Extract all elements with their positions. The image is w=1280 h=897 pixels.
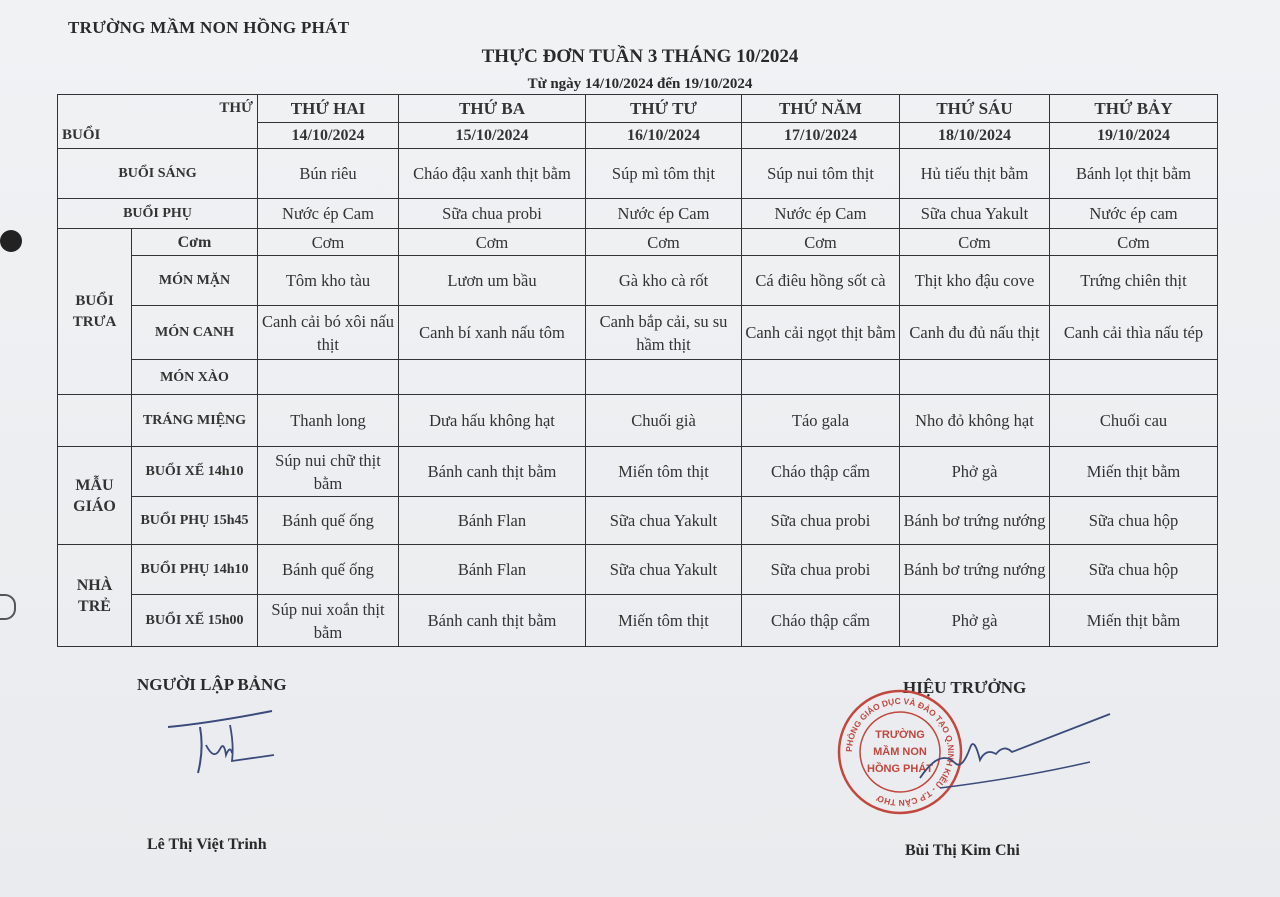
- menu-cell: Nước ép Cam: [586, 199, 742, 229]
- menu-cell: Bánh canh thịt bằm: [399, 595, 586, 647]
- menu-cell: Nho đỏ không hạt: [900, 395, 1050, 447]
- menu-cell: Miến tôm thịt: [586, 595, 742, 647]
- table-row: [58, 360, 1218, 395]
- day-header: THỨ HAI: [258, 95, 399, 123]
- day-header: THỨ BẢY: [1050, 95, 1218, 123]
- menu-cell: Cháo thập cẩm: [742, 595, 900, 647]
- school-name: TRƯỜNG MẦM NON HỒNG PHÁT: [68, 18, 350, 37]
- stamp-line1: TRƯỜNG: [875, 729, 925, 741]
- menu-cell: Miến thịt bằm: [1050, 447, 1218, 497]
- menu-cell: [1050, 360, 1218, 395]
- menu-cell: Bánh quế ống: [258, 545, 399, 595]
- menu-cell: Súp nui tôm thịt: [742, 149, 900, 199]
- menu-cell: Cháo đậu xanh thịt bằm: [399, 149, 586, 199]
- menu-cell: [586, 360, 742, 395]
- preparer-signature: [160, 705, 290, 785]
- menu-cell: Cơm: [900, 229, 1050, 256]
- group-label-nha-tre: NHÀ TRẺ: [58, 545, 132, 647]
- table-row: [58, 545, 1218, 595]
- row-label: TRÁNG MIỆNG: [132, 395, 258, 447]
- menu-cell: [399, 360, 586, 395]
- menu-cell: [742, 360, 900, 395]
- stamp-ring-text: PHÒNG GIÁO DỤC VÀ ĐÀO TẠO Q.NINH KIỀU - T.P CẦN THƠ: [843, 695, 957, 809]
- menu-cell: Sữa chua Yakult: [900, 199, 1050, 229]
- date-header: 15/10/2024: [399, 123, 586, 149]
- menu-cell: Thịt kho đậu cove: [900, 256, 1050, 306]
- menu-cell: [258, 360, 399, 395]
- menu-cell: Sữa chua hộp: [1050, 545, 1218, 595]
- date-header: 18/10/2024: [900, 123, 1050, 149]
- menu-cell: Cơm: [1050, 229, 1218, 256]
- menu-cell: Cơm: [399, 229, 586, 256]
- menu-cell: Canh đu đủ nấu thịt: [900, 306, 1050, 360]
- preparer-title: NGƯỜI LẬP BẢNG: [137, 675, 287, 694]
- menu-cell: Canh bí xanh nấu tôm: [399, 306, 586, 360]
- punch-hole: [0, 594, 16, 620]
- menu-cell: Canh cải thìa nấu tép: [1050, 306, 1218, 360]
- day-header: THỨ BA: [399, 95, 586, 123]
- table-row: [58, 595, 1218, 647]
- menu-cell: Thanh long: [258, 395, 399, 447]
- group-label-mau-giao: MẪU GIÁO: [58, 447, 132, 545]
- menu-cell: Gà kho cà rốt: [586, 256, 742, 306]
- menu-cell: Bánh lọt thịt bằm: [1050, 149, 1218, 199]
- weekly-menu-table: [57, 94, 1218, 647]
- row-label: BUỔI SÁNG: [58, 149, 258, 199]
- date-header: 17/10/2024: [742, 123, 900, 149]
- menu-cell: Sữa chua probi: [742, 497, 900, 545]
- stamp-line2: MẦM NON: [873, 746, 927, 758]
- table-row: [58, 229, 1218, 256]
- menu-cell: Trứng chiên thịt: [1050, 256, 1218, 306]
- menu-cell: Dưa hấu không hạt: [399, 395, 586, 447]
- corner-buoi: BUỔI: [58, 123, 258, 149]
- menu-cell: Cơm: [586, 229, 742, 256]
- menu-cell: Phở gà: [900, 447, 1050, 497]
- menu-cell: Nước ép Cam: [742, 199, 900, 229]
- menu-cell: Sữa chua Yakult: [586, 545, 742, 595]
- menu-cell: Sữa chua Yakult: [586, 497, 742, 545]
- menu-cell: Bánh canh thịt bằm: [399, 447, 586, 497]
- table-row: [58, 256, 1218, 306]
- menu-cell: Súp nui xoắn thịt bằm: [258, 595, 399, 647]
- table-row: [58, 497, 1218, 545]
- punch-hole: [0, 230, 22, 252]
- table-row: [58, 306, 1218, 360]
- row-label: MÓN CANH: [132, 306, 258, 360]
- empty-group-cell: [58, 395, 132, 447]
- menu-cell: Sữa chua probi: [399, 199, 586, 229]
- day-header: THỨ NĂM: [742, 95, 900, 123]
- preparer-name: Lê Thị Việt Trinh: [147, 836, 267, 853]
- menu-cell: Táo gala: [742, 395, 900, 447]
- table-row: [58, 149, 1218, 199]
- menu-cell: Chuối già: [586, 395, 742, 447]
- menu-cell: Sữa chua probi: [742, 545, 900, 595]
- dates-header-row: [58, 123, 1218, 149]
- menu-cell: Hủ tiếu thịt bằm: [900, 149, 1050, 199]
- row-label: MÓN XÀO: [132, 360, 258, 395]
- stamp-line3: HỒNG PHÁT: [867, 763, 933, 775]
- menu-cell: Nước ép Cam: [258, 199, 399, 229]
- menu-cell: Canh bắp cải, su su hầm thịt: [586, 306, 742, 360]
- principal-signature: [900, 708, 1120, 798]
- table-row: [58, 395, 1218, 447]
- date-range: Từ ngày 14/10/2024 đến 19/10/2024: [527, 76, 753, 92]
- row-label: BUỔI PHỤ 14h10: [132, 545, 258, 595]
- menu-cell: [900, 360, 1050, 395]
- menu-cell: Canh cải ngọt thịt bằm: [742, 306, 900, 360]
- page-title: THỰC ĐƠN TUẦN 3 THÁNG 10/2024: [481, 46, 799, 67]
- menu-cell: Súp mì tôm thịt: [586, 149, 742, 199]
- menu-cell: Cơm: [742, 229, 900, 256]
- menu-cell: Miến thịt bằm: [1050, 595, 1218, 647]
- menu-cell: Canh cải bó xôi nấu thịt: [258, 306, 399, 360]
- menu-cell: Bánh quế ống: [258, 497, 399, 545]
- day-header: THỨ TƯ: [586, 95, 742, 123]
- menu-cell: Cơm: [258, 229, 399, 256]
- menu-cell: Chuối cau: [1050, 395, 1218, 447]
- row-label: Cơm: [132, 229, 258, 256]
- table-row: [58, 199, 1218, 229]
- group-label-buoi-trua: BUỔI TRƯA: [58, 229, 132, 395]
- row-label: BUỔI XẾ 15h00: [132, 595, 258, 647]
- corner-thu: THỨ: [58, 95, 258, 123]
- day-header: THỨ SÁU: [900, 95, 1050, 123]
- menu-cell: Súp nui chữ thịt bằm: [258, 447, 399, 497]
- date-header: 14/10/2024: [258, 123, 399, 149]
- date-header: 16/10/2024: [586, 123, 742, 149]
- menu-cell: Sữa chua hộp: [1050, 497, 1218, 545]
- principal-title: HIỆU TRƯỞNG: [903, 678, 1027, 697]
- row-label: BUỔI PHỤ 15h45: [132, 497, 258, 545]
- menu-cell: Cá điêu hồng sốt cà: [742, 256, 900, 306]
- menu-cell: Bánh Flan: [399, 545, 586, 595]
- menu-cell: Nước ép cam: [1050, 199, 1218, 229]
- menu-cell: Lươn um bầu: [399, 256, 586, 306]
- menu-cell: Tôm kho tàu: [258, 256, 399, 306]
- table-row: [58, 447, 1218, 497]
- principal-name: Bùi Thị Kim Chi: [905, 842, 1020, 859]
- days-header-row: [58, 95, 1218, 123]
- row-label: BUỔI XẾ 14h10: [132, 447, 258, 497]
- menu-cell: Bún riêu: [258, 149, 399, 199]
- menu-cell: Bánh bơ trứng nướng: [900, 497, 1050, 545]
- menu-cell: Phở gà: [900, 595, 1050, 647]
- menu-cell: Bánh bơ trứng nướng: [900, 545, 1050, 595]
- menu-cell: Miến tôm thịt: [586, 447, 742, 497]
- row-label: BUỔI PHỤ: [58, 199, 258, 229]
- date-header: 19/10/2024: [1050, 123, 1218, 149]
- menu-cell: Bánh Flan: [399, 497, 586, 545]
- row-label: MÓN MẶN: [132, 256, 258, 306]
- menu-cell: Cháo thập cẩm: [742, 447, 900, 497]
